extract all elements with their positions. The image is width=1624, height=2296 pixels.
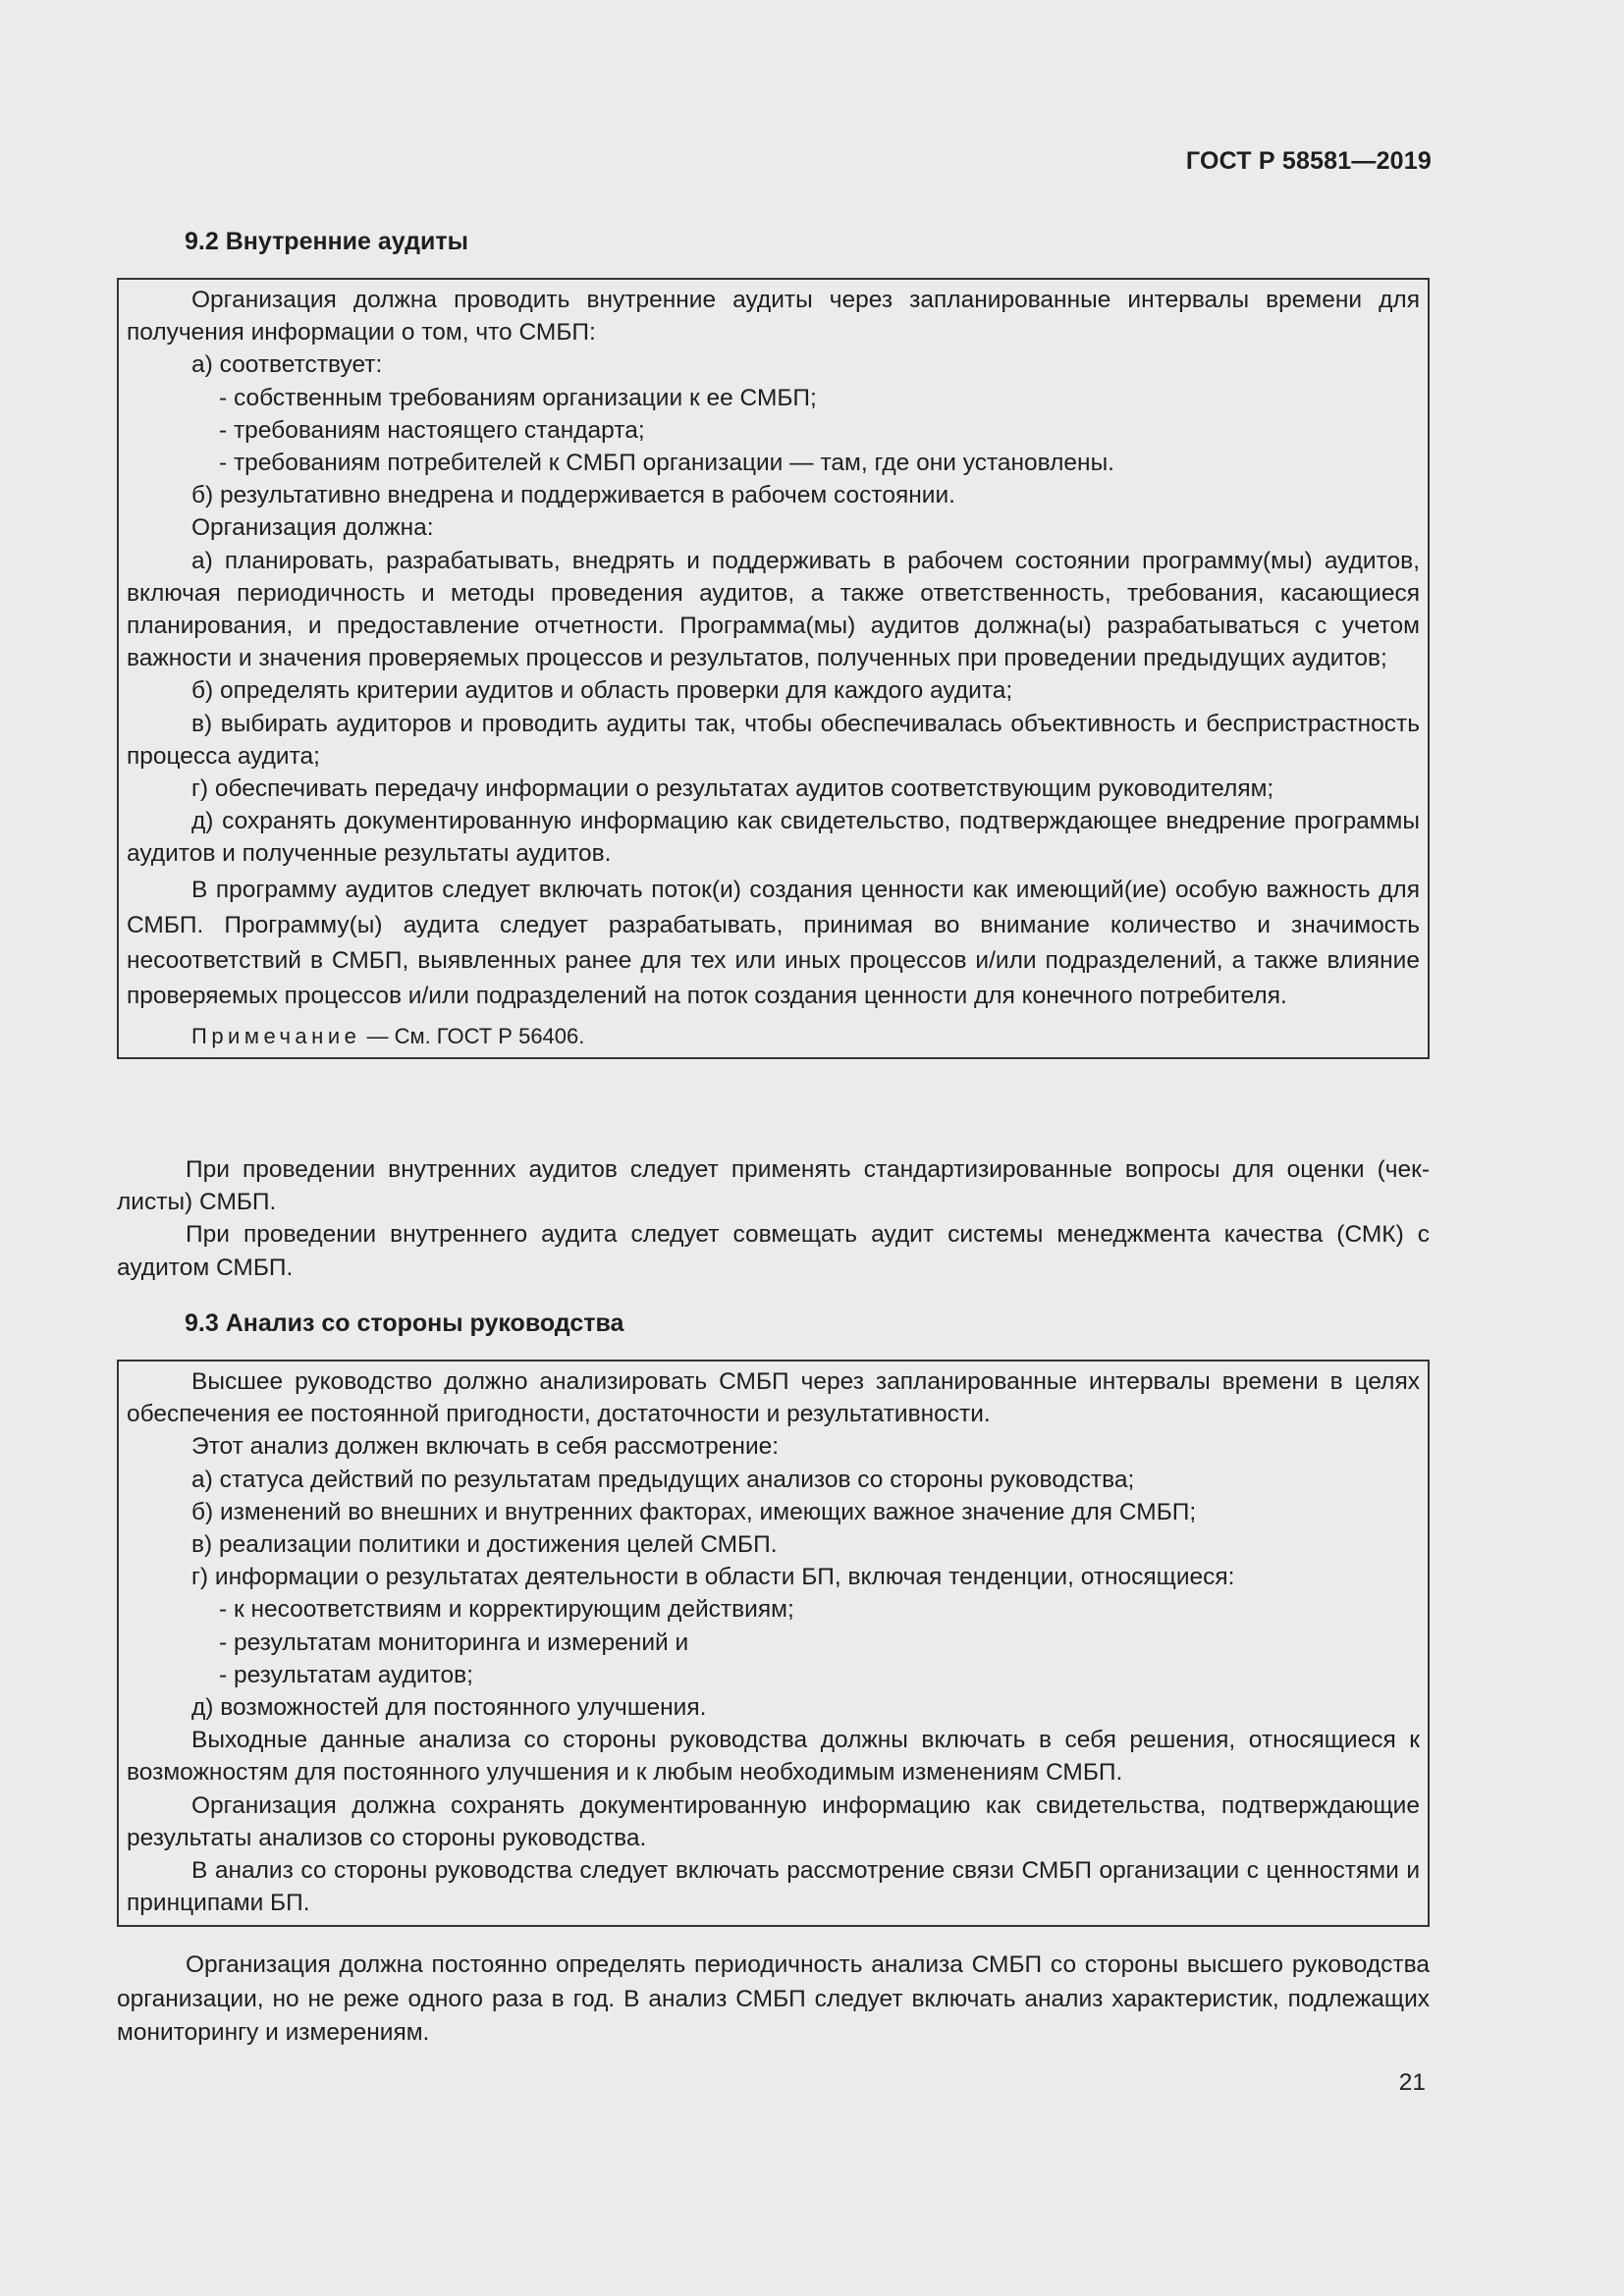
list-item: - результатам аудитов; — [219, 1661, 473, 1688]
paragraph: Организация должна постоянно определять периодичность анализа СМБП со стороны высшего руководства организации, но не реже одного раза в год. В анализ СМБП следует включать анализ характеристик, подлежащих мониторингу и измерениям. — [117, 1951, 1430, 2046]
paragraph: Высшее руководство должно анализировать СМБП через запланированные интервалы времени в целях обеспечения ее постоянной пригодности, достаточности и результативности. — [127, 1368, 1420, 1428]
list-item: б) определять критерии аудитов и область проверки для каждого аудита; — [191, 677, 1013, 705]
list-item: - требованиям настоящего стандарта; — [219, 416, 645, 444]
paragraph: В программу аудитов следует включать поток(и) создания ценности как имеющий(ие) особую важность для СМБП. Программу(ы) аудита следует разрабатывать, принимая во внимание количество и значимость несоответствий в СМБП, выявленных ранее для тех или иных процессов и/или подразделений, а также влияние проверяемых процессов и/или подразделений на поток создания ценности для конечного потребителя. — [127, 876, 1420, 1009]
page-number: 21 — [1398, 2069, 1426, 2096]
list-item: г) обеспечивать передачу информации о результатах аудитов соответствующим руководителям; — [191, 775, 1274, 803]
paragraph: При проведении внутренних аудитов следует применять стандартизированные вопросы для оценки (чек-листы) СМБП. — [117, 1156, 1430, 1216]
list-item: - требованиям потребителей к СМБП организации — там, где они установлены. — [219, 450, 1114, 477]
paragraph: Организация должна проводить внутренние аудиты через запланированные интервалы времени для получения информации о том, что СМБП: — [127, 287, 1420, 347]
paragraph: Организация должна сохранять документированную информацию как свидетельства, подтверждающие результаты анализов со стороны руководства. — [127, 1791, 1420, 1851]
list-item: в) реализации политики и достижения целей СМБП. — [191, 1531, 778, 1559]
section-heading-9-2: 9.2 Внутренние аудиты — [185, 228, 468, 255]
paragraph: Выходные данные анализа со стороны руководства должны включать в себя решения, относящиеся к возможностям для постоянного улучшения и к любым необходимым изменениям СМБП. — [127, 1727, 1420, 1787]
paragraph: При проведении внутреннего аудита следует совмещать аудит системы менеджмента качества (СМК) с аудитом СМБП. — [117, 1221, 1430, 1281]
list-item: в) выбирать аудиторов и проводить аудиты так, чтобы обеспечивалась объективность и беспристрастность процесса аудита; — [127, 710, 1420, 770]
doc-header: ГОСТ Р 58581—2019 — [1185, 147, 1432, 175]
section-heading-9-3: 9.3 Анализ со стороны руководства — [185, 1309, 624, 1337]
paragraph: В анализ со стороны руководства следует включать рассмотрение связи СМБП организации с ценностями и принципами БП. — [127, 1857, 1420, 1917]
list-item: - результатам мониторинга и измерений и — [219, 1629, 689, 1656]
list-item: - к несоответствиям и корректирующим действиям; — [219, 1596, 794, 1624]
list-item: б) результативно внедрена и поддерживается в рабочем состоянии. — [191, 482, 955, 509]
list-item: - собственным требованиям организации к ее СМБП; — [219, 384, 817, 411]
note-label: Примечание — [191, 1023, 361, 1048]
section-9-2-text — [117, 1153, 1430, 1284]
list-item: г) информации о результатах деятельности в области БП, включая тенденции, относящиеся: — [191, 1564, 1235, 1591]
paragraph: Организация должна: — [191, 514, 434, 542]
list-item: д) сохранять документированную информацию как свидетельство, подтверждающее внедрение программы аудитов и полученные результаты аудитов. — [127, 808, 1420, 868]
note-text: — См. ГОСТ Р 56406. — [360, 1023, 585, 1048]
paragraph: Этот анализ должен включать в себя рассмотрение: — [191, 1433, 780, 1461]
list-item: д) возможностей для постоянного улучшения. — [191, 1694, 707, 1722]
list-item: а) соответствует: — [191, 351, 383, 379]
list-item: а) планировать, разрабатывать, внедрять и поддерживать в рабочем состоянии программу(мы) аудитов, включая периодичность и методы проведения аудитов, а также ответственность, требования, касающиеся планирования, и предоставление отчетности. Программа(мы) аудитов должна(ы) разрабатываться с учетом важности и значения проверяемых процессов и результатов, полученных при проведении предыдущих аудитов; — [127, 547, 1420, 672]
note — [127, 1022, 1420, 1051]
section-9-3-text — [117, 1949, 1430, 2051]
list-item: а) статуса действий по результатам предыдущих анализов со стороны руководства; — [191, 1466, 1135, 1493]
boxed-requirements-9-3 — [117, 1360, 1430, 1927]
boxed-requirements-9-2 — [117, 278, 1430, 1059]
list-item: б) изменений во внешних и внутренних факторах, имеющих важное значение для СМБП; — [191, 1498, 1197, 1525]
